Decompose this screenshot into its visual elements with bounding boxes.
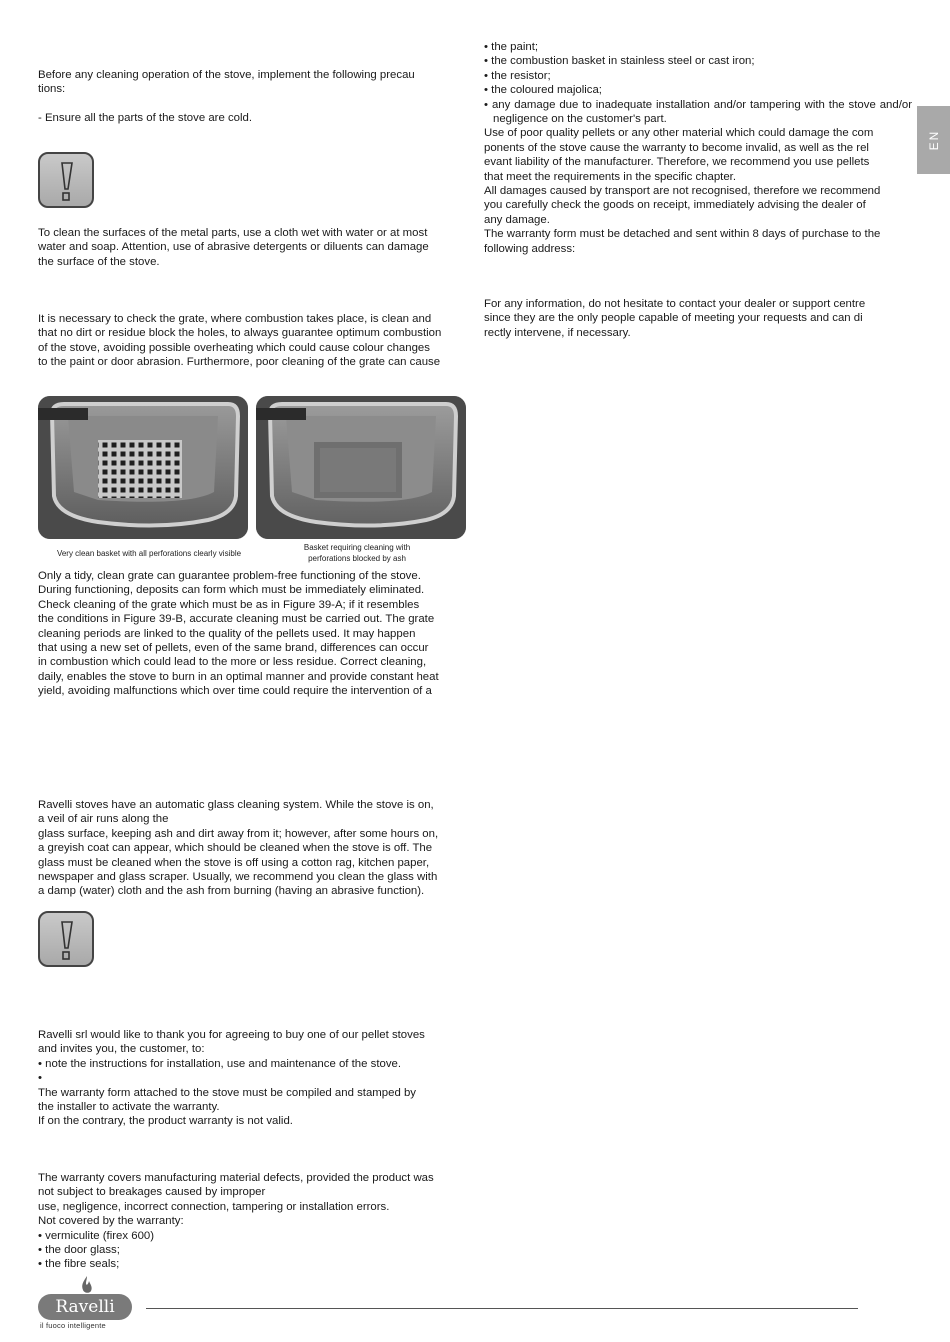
figure-label-a [38, 408, 88, 420]
footer-divider [146, 1308, 858, 1309]
list-item: • vermiculite (firex 600) [38, 1229, 155, 1242]
precautions-intro: Before any cleaning operation of the stove, implement the following precau tions: [38, 69, 415, 96]
language-tab [917, 106, 950, 174]
caption-blocked-basket: Basket requiring cleaning with perforations blocked by ash [303, 543, 411, 563]
list-item: • the paint; [484, 41, 539, 53]
contact-text: For any information, do not hesitate to contact your dealer or support centre since they are the only people capable of meeting your requests and can di rectly intervene, if necessary. [484, 298, 866, 339]
logo-tagline: il fuoco intelligente [40, 1321, 106, 1330]
list-item: • any damage due to inadequate installation and/or tampering with the stove and/or negligence on the customer's part. [484, 98, 913, 126]
grate-tidy-text: Only a tidy, clean grate can guarantee problem-free functioning of the stove. During functioning, deposits can form which must be immediately eliminated. Check cleaning of the grate which must be as in Figure 39-A; if it resembles the conditions in Figure 39-B, accurate cleaning must be carried out. The grate cleaning periods are linked to the quality of the pellets used. It may happen that using a new set of pellets, even of the same brand, differences can occur in combustion which could lead to the more or less residue. Correct cleaning, daily, enables the stove to burn in an optimal manner and provide constant heat yield, avoiding malfunctions which over time could require the intervention of a [38, 570, 439, 698]
precautions-item: - Ensure all the parts of the stove are cold. [38, 112, 253, 124]
list-item: • the fibre seals; [38, 1258, 120, 1271]
list-item: • the combustion basket in stainless steel or cast iron; [484, 55, 755, 68]
list-item: • the resistor; [484, 69, 551, 82]
clean-basket-photo [38, 396, 248, 539]
caption-clean-basket: Very clean basket with all perforations clearly visible [56, 549, 242, 558]
language-tab-label: EN [926, 129, 941, 151]
list-item: • the coloured majolica; [484, 84, 602, 97]
blocked-basket-photo [256, 396, 466, 539]
list-item: • note the instructions for installation, use and maintenance of the stove. [38, 1057, 402, 1070]
list-item: • the door glass; [38, 1244, 120, 1257]
ravelli-logo [38, 1276, 138, 1336]
warning-icon [38, 152, 94, 208]
glass-cleaning-text: Ravelli stoves have an automatic glass cleaning system. While the stove is on, a veil of air runs along the glass surface, keeping ash and dirt away from it; however, after some hours on, a greyish coat can appear, which should be cleaned when the stove is off. The glass must be cleaned when the stove is off using a cotton rag, kitchen paper, newspaper and glass scraper. Usually, we recommend you clean the glass with a damp (water) cloth and the ash from burning (having an abrasive function). [38, 799, 439, 898]
warning-icon [38, 911, 94, 967]
warranty-covers-text: The warranty covers manufacturing material defects, provided the product was not subject to breakages caused by improper use, negligence, incorrect connection, tampering or installation errors. Not covered by the warranty: • vermiculite (firex 600) • the door glass; • the fibre seals; [38, 1171, 466, 1272]
logo-wordmark: Ravelli [38, 1294, 132, 1320]
flame-icon [80, 1276, 94, 1296]
figure-label-b [256, 408, 306, 420]
metal-cleaning-text: To clean the surfaces of the metal parts, use a cloth wet with water or at most water and soap. Attention, use of abrasive detergents or diluents can damage the surface of the stove. [38, 227, 429, 268]
grate-check-text: It is necessary to check the grate, where combustion takes place, is clean and that no dirt or residue block the holes, to always guarantee optimum combustion of the stove, avoiding possible overheating which could cause colour changes to the paint or door abrasion. Furthermore, poor cleaning of the grate can cause [38, 313, 442, 369]
not-covered-list-continued: • the paint; • the combustion basket in stainless steel or cast iron; • the resistor; • the coloured majolica; • any damage due to inadequate installation and/or tampering with the stove and/or negligence on the customer's part. Use of poor quality pellets or any other material which could damage the com ponents of the stove cause the warranty to become invalid, as well as the rel evant liability of the manufacturer. Therefore, we recommend you use pellets that meet the requirements in the specific chapter. All damages caused by transport are not recognised, therefore we recommend you carefully check the goods on receipt, immediately advising the dealer of any damage. The warranty form must be detached and sent within 8 days of purchase to the following address: [484, 41, 913, 255]
list-item: • [38, 1072, 46, 1085]
thanks-text: Ravelli srl would like to thank you for agreeing to buy one of our pellet stoves and invites you, the customer, to: • note the instructions for installation, use and maintenance of the stove. • The warranty form attached to the stove must be compiled and stamped by the installer to activate the warranty. If on the contrary, the product warranty is not valid. [38, 1028, 466, 1129]
